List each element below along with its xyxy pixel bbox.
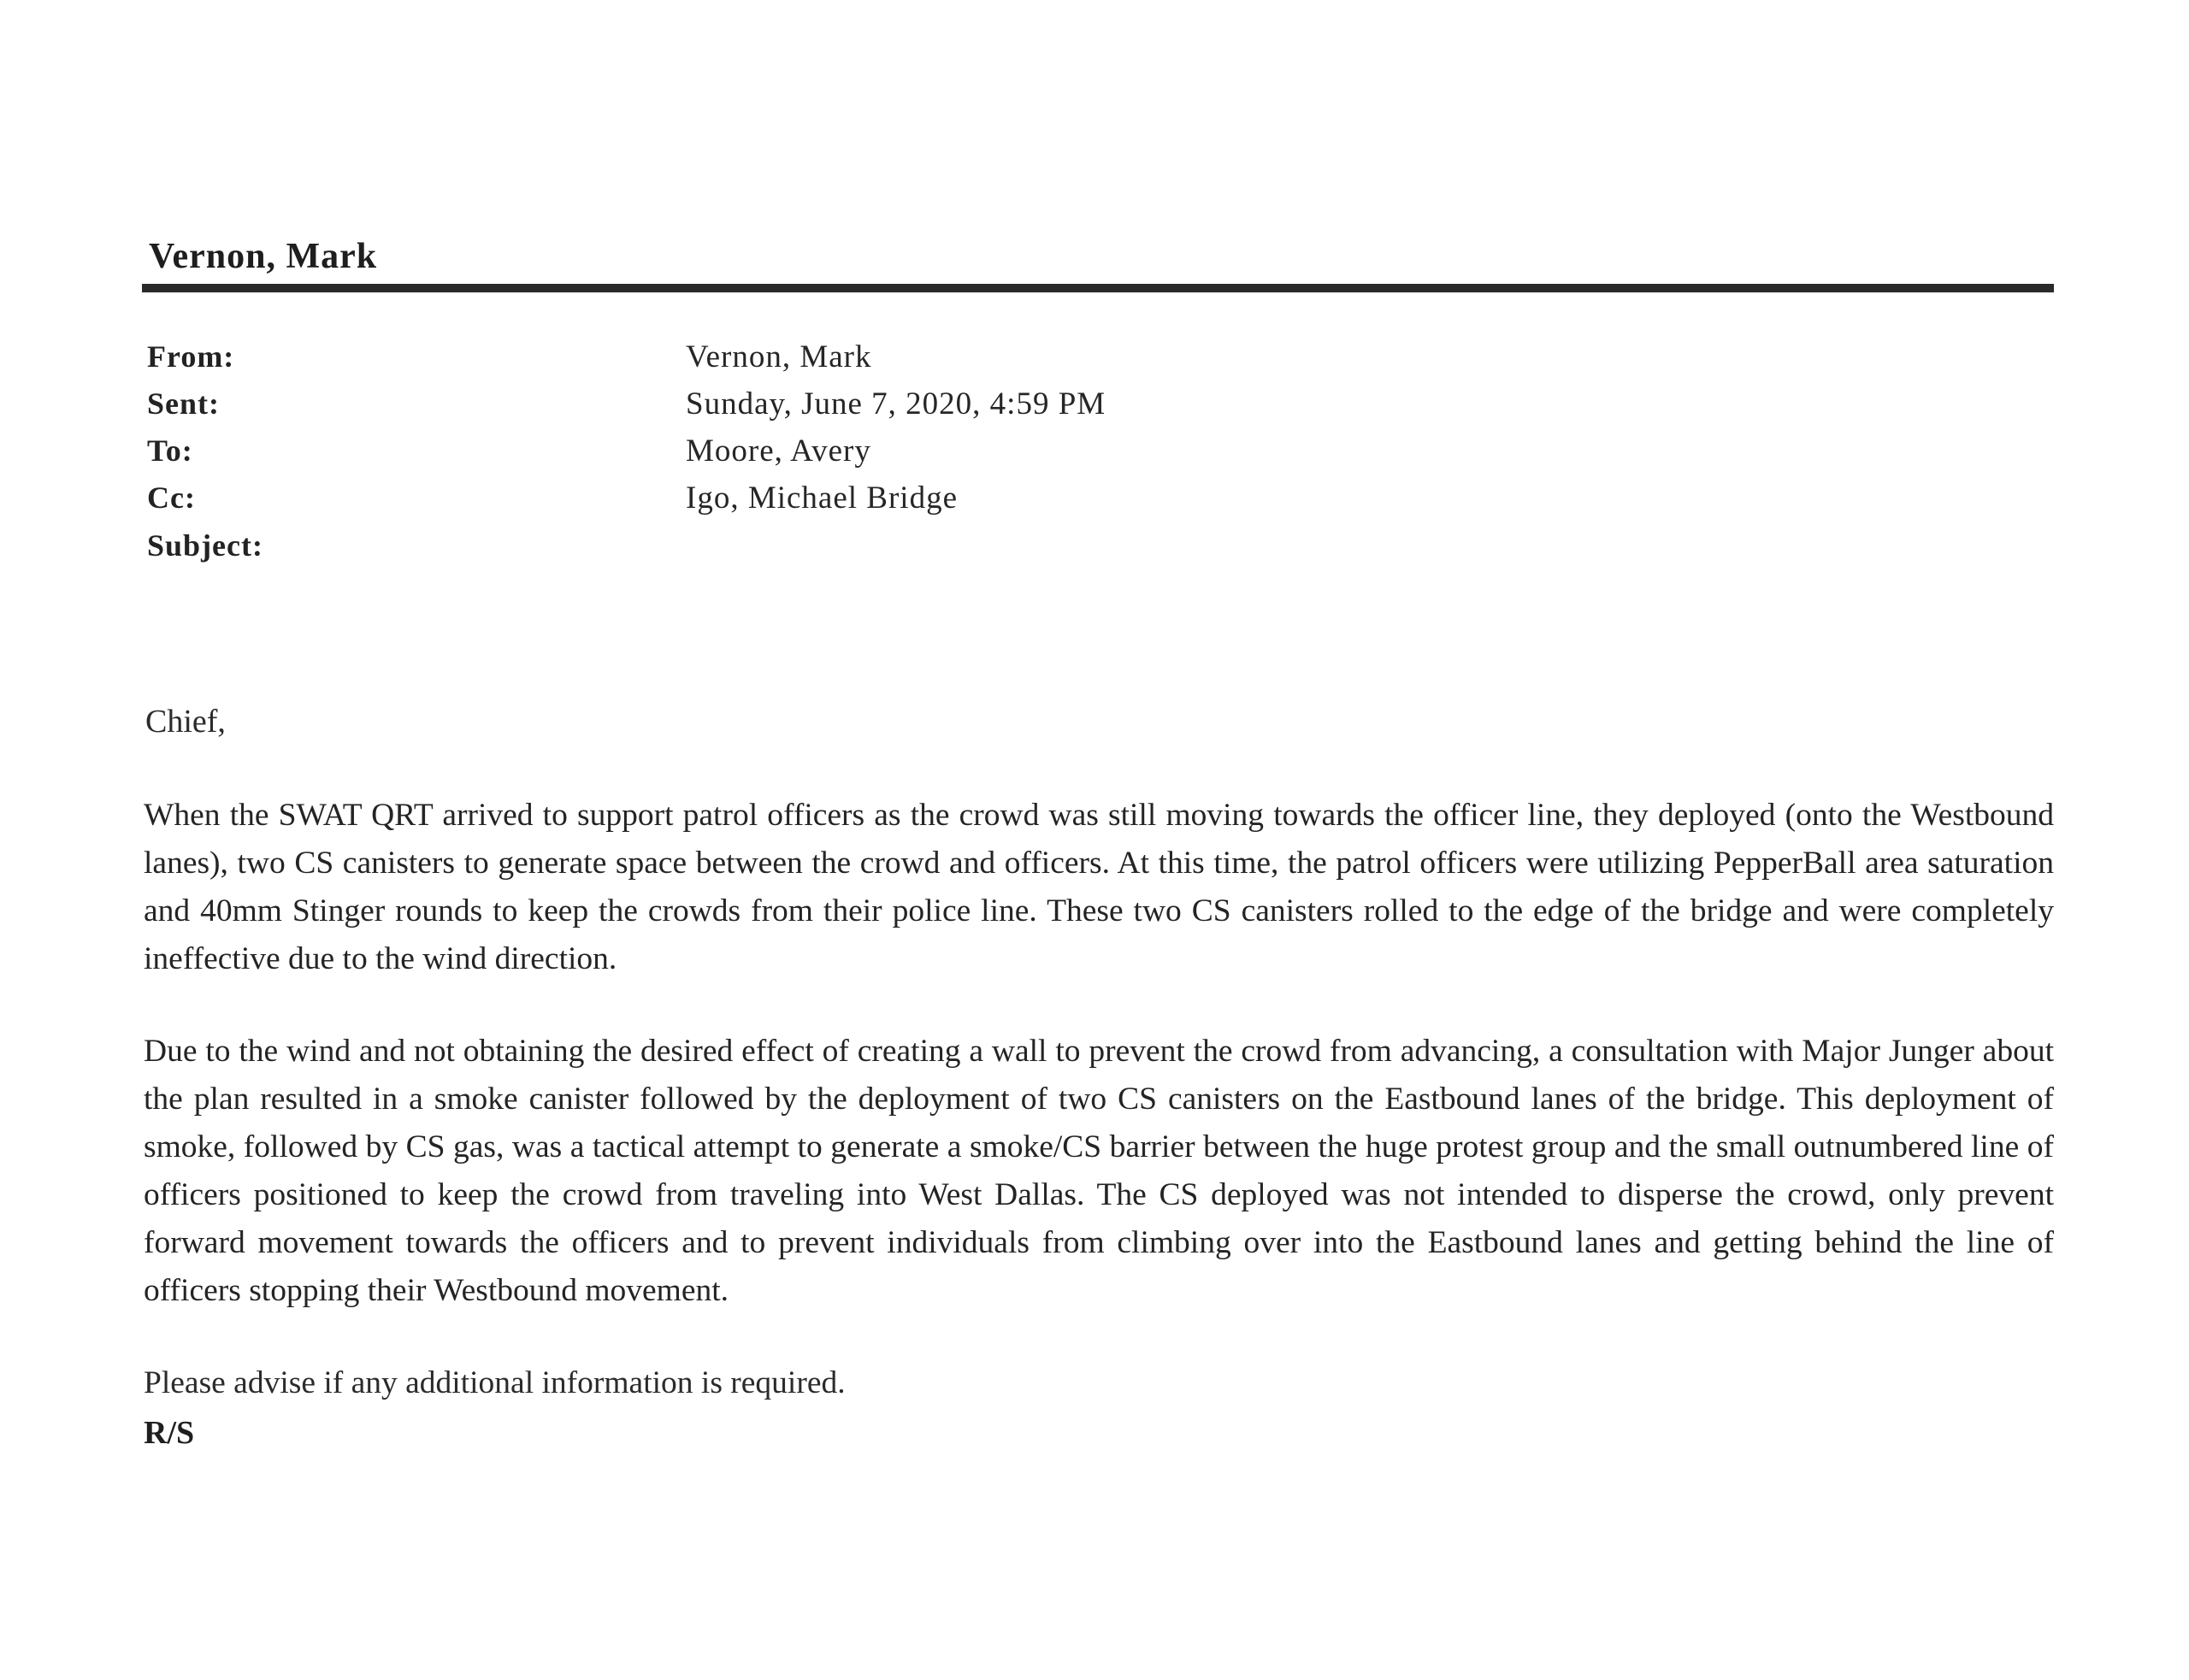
header-divider bbox=[142, 284, 2054, 292]
to-label: To: bbox=[147, 433, 193, 468]
document-owner-heading: Vernon, Mark bbox=[149, 237, 378, 276]
sent-label: Sent: bbox=[147, 386, 220, 421]
to-row bbox=[147, 433, 1515, 479]
from-row bbox=[147, 339, 1515, 385]
cc-label: Cc: bbox=[147, 480, 196, 515]
subject-label: Subject: bbox=[147, 528, 263, 563]
signoff: R/S bbox=[144, 1415, 195, 1451]
from-label: From: bbox=[147, 339, 235, 374]
cc-row bbox=[147, 480, 1515, 526]
sent-value: Sunday, June 7, 2020, 4:59 PM bbox=[686, 386, 1106, 421]
body-paragraph-1: When the SWAT QRT arrived to support patrol officers as the crowd was still moving towards the officer line, they deployed (onto the Westbound lanes), two CS canisters to generate space between the crowd and officers. At this time, the patrol officers were utilizing PepperBall area saturation and 40mm Stinger rounds to keep the crowds from their police line. These two CS canisters rolled to the edge of the bridge and were completely ineffective due to the wind direction. bbox=[144, 798, 2054, 976]
subject-row bbox=[147, 528, 1515, 574]
to-value: Moore, Avery bbox=[686, 433, 871, 469]
closing-line: Please advise if any additional information is required. bbox=[144, 1365, 846, 1400]
sent-row bbox=[147, 386, 1515, 432]
salutation: Chief, bbox=[145, 704, 226, 740]
cc-value: Igo, Michael Bridge bbox=[686, 480, 958, 516]
body-paragraph-2: Due to the wind and not obtaining the desired effect of creating a wall to prevent the crowd from advancing, a consultation with Major Junger about the plan resulted in a smoke canister followed by the deployment of two CS canisters on the Eastbound lanes of the bridge. This deployment of smoke, followed by CS gas, was a tactical attempt to generate a smoke/CS barrier between the huge protest group and the small outnumbered line of officers positioned to keep the crowd from traveling into West Dallas. The CS deployed was not intended to disperse the crowd, only prevent forward movement towards the officers and to prevent individuals from climbing over into the Eastbound lanes and getting behind the line of officers stopping their Westbound movement. bbox=[144, 1034, 2054, 1308]
from-value: Vernon, Mark bbox=[686, 339, 872, 374]
